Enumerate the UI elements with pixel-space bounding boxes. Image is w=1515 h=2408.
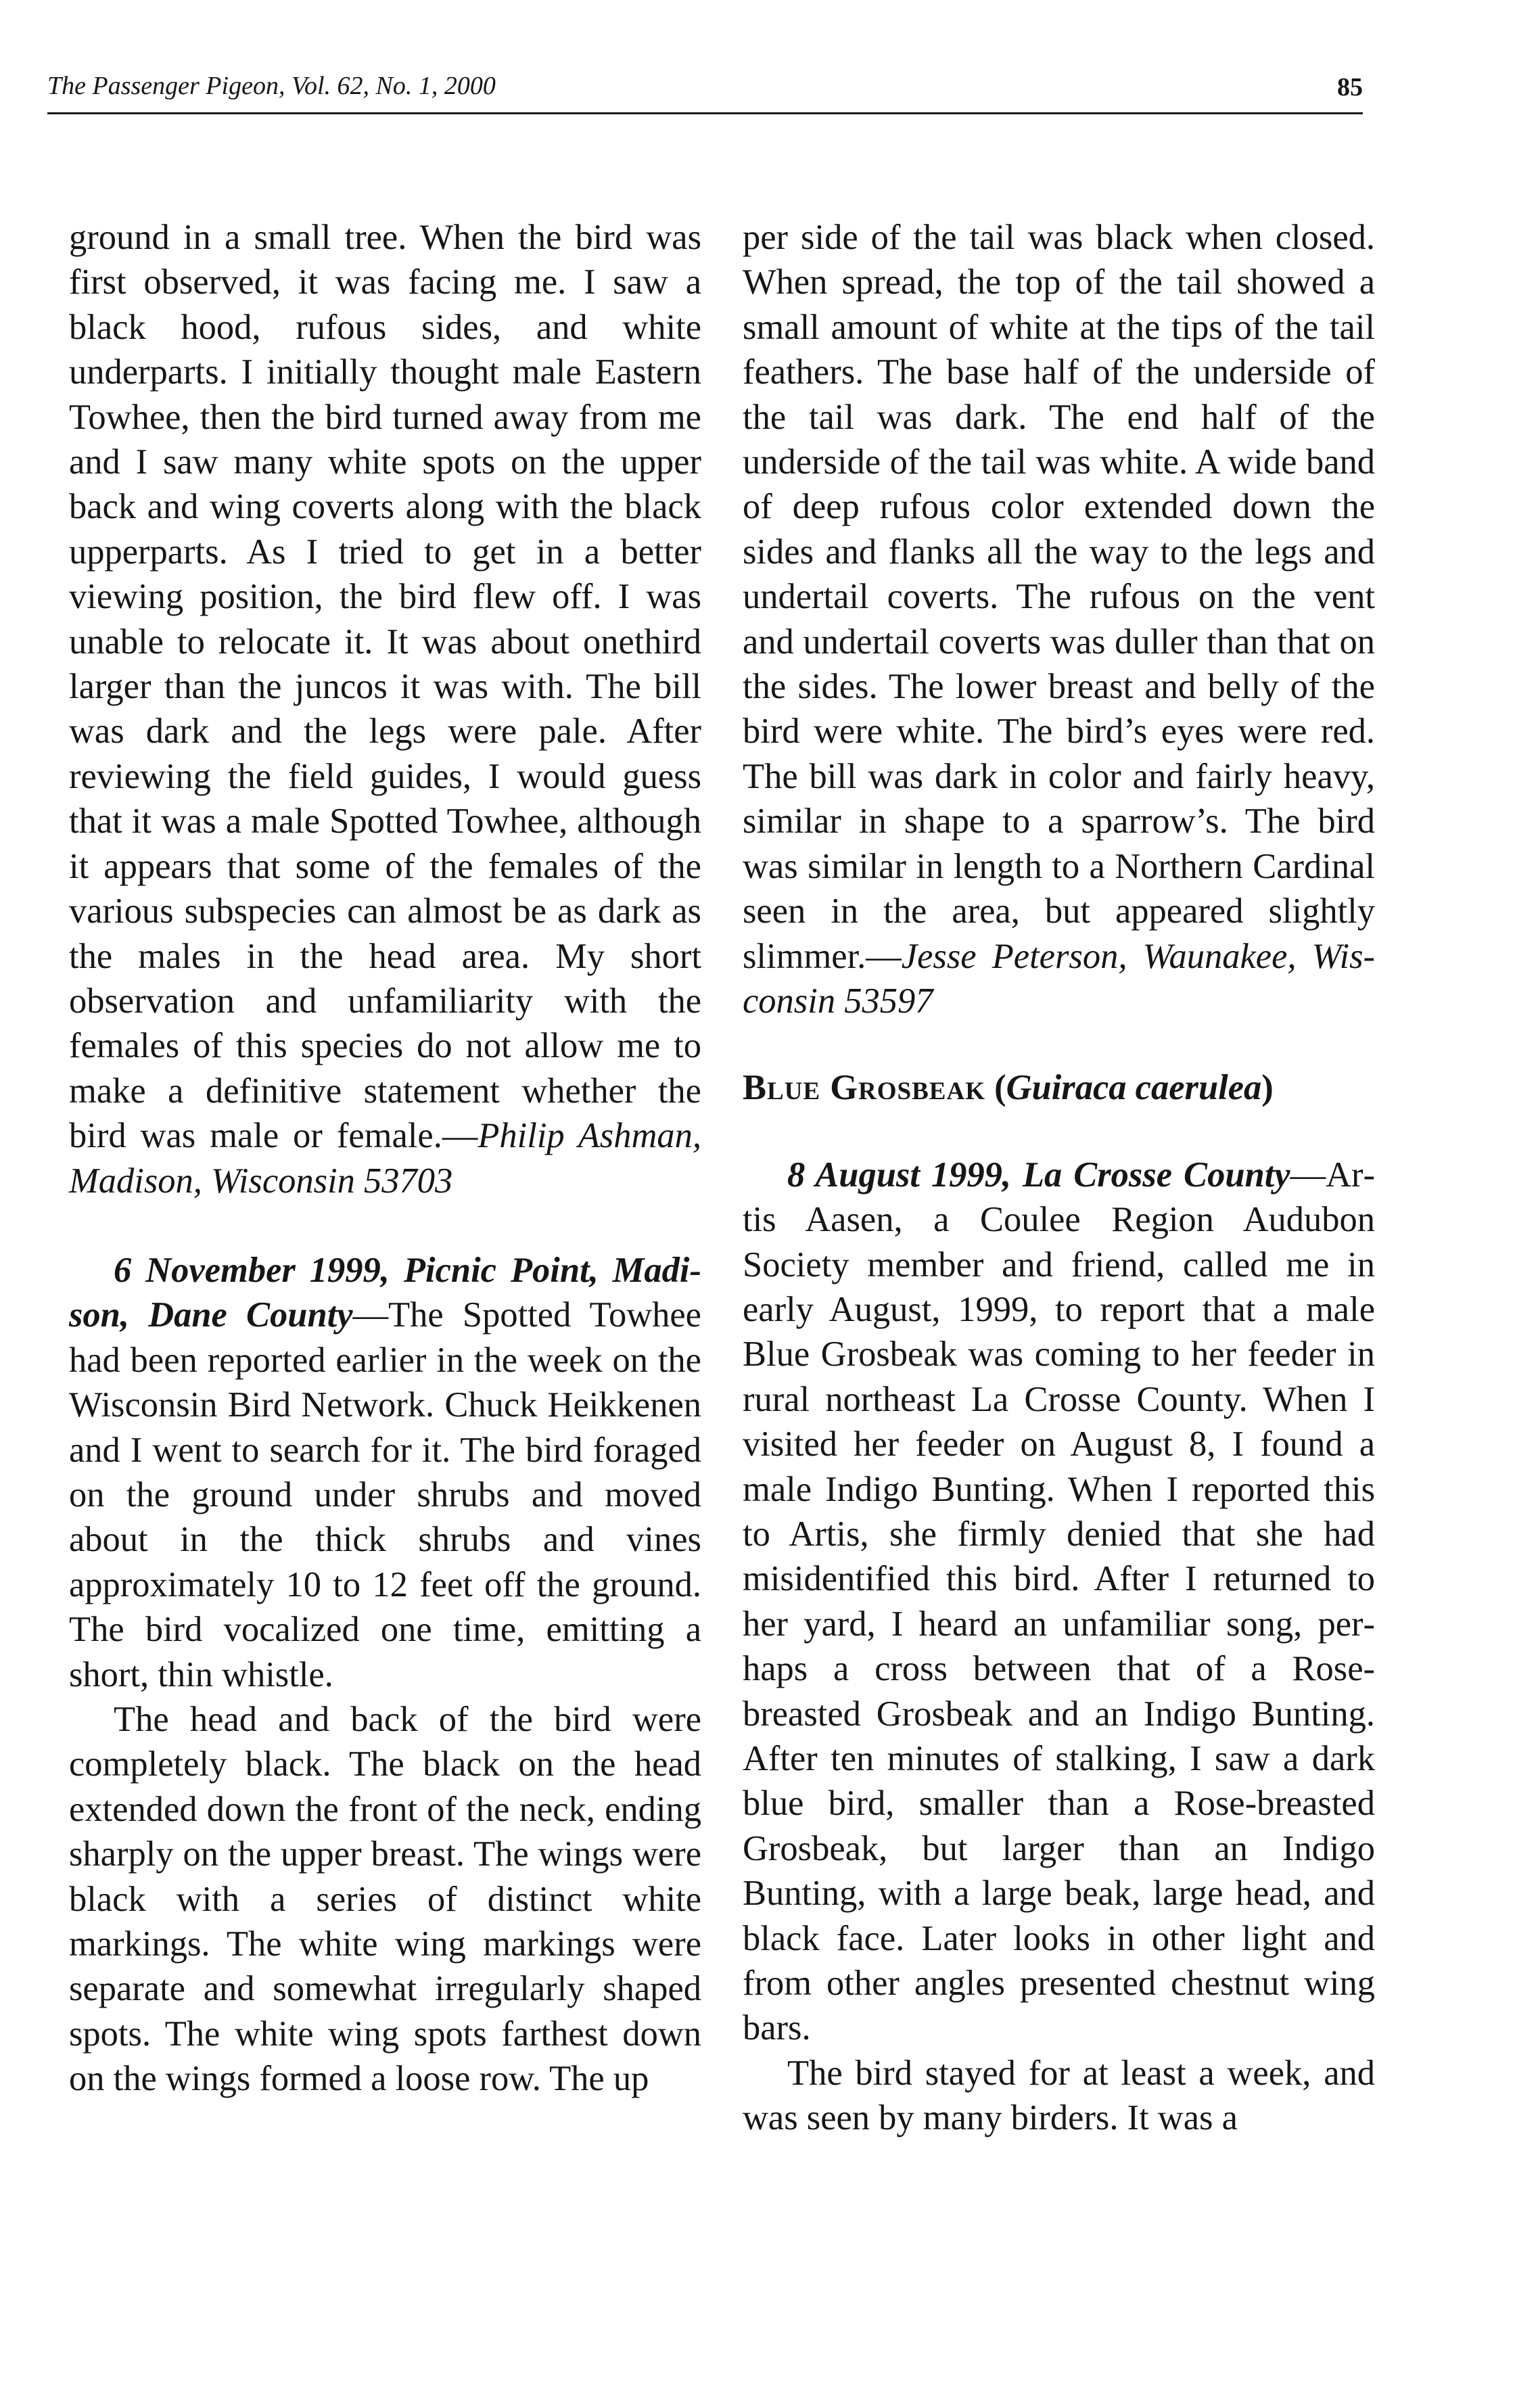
picnic-point-record-paragraph — [69, 1248, 701, 1697]
species-common-name: Blue Grosbeak — [743, 1068, 985, 1108]
peterson-signature: Jesse Peterson, Waunakee, Wisconsin 53597 — [743, 936, 1375, 1021]
page-number: 85 — [1337, 73, 1363, 101]
grosbeak-stay-paragraph — [743, 2051, 1375, 2141]
ashman-account-paragraph — [69, 215, 701, 1203]
la-crosse-record-text: —Artis Aasen, a Coulee Region Audubon Society member and friend, called me in early August, 1999, to report that a male Blue Grosbeak was coming to her feeder in rural northeast La Crosse County. When I visited her feeder on August 8, I found a male Indigo Bunting. When I reported this to Artis, she firmly denied that she had misidentified this bird. After I returned to her yard, I heard an unfamiliar song, perhaps a cross between that of a Rose-breasted Grosbeak and an Indigo Bunting. After ten minutes of stalking, I saw a dark blue bird, smaller than a Rose-breasted Grosbeak, but larger than an Indigo Bunting, with a large beak, large head, and black face. Later looks in other light and from other angles presented chestnut wing bars. — [743, 1155, 1375, 2048]
peterson-account-text: per side of the tail was black when closed. When spread, the top of the tail showed a small amount of white at the tips of the tail feathers. The base half of the underside of the tail was dark. The end half of the underside of the tail was white. A wide band of deep rufous color extended down the sides and flanks all the way to the legs and undertail coverts. The rufous on the vent and undertail coverts was duller than that on the sides. The lower breast and belly of the bird were white. The bird’s eyes were red. The bill was dark in color and fairly heavy, similar in shape to a sparrow’s. The bird was similar in length to a Northern Cardinal seen in the area, but appeared slightly slimmer.— — [743, 218, 1375, 976]
paragraph-spacer — [69, 1203, 701, 1248]
species-heading: Blue Grosbeak (Guiraca caerulea) — [743, 1068, 1274, 1108]
picnic-point-date-location: 6 November 1999, Picnic Point, Madison, Dane County — [69, 1250, 701, 1335]
running-head: The Passenger Pigeon, Vol. 62, No. 1, 2000 — [47, 72, 496, 100]
left-column — [69, 215, 701, 2102]
species-scientific-name: Guiraca caerulea — [1006, 1068, 1262, 1108]
towhee-description-text: The head and back of the bird were completely black. The black on the head extended down the front of the neck, ending sharply on the upper breast. The wings were black with a series of distinct white markings. The white wing markings were separate and somewhat irregularly shaped spots. The white wing spots farthest down on the wings formed a loose row. The up — [69, 1700, 701, 2099]
picnic-point-record-text: —The Spotted Towhee had been reported earlier in the week on the Wisconsin Bird Network. Chuck Heikkenen and I went to search for it. The bird foraged on the ground under shrubs and moved about in the thick shrubs and vines approximately 10 to 12 feet off the ground. The bird vocalized one time, emitting a short, thin whistle. — [69, 1295, 701, 1694]
page-header — [47, 68, 1363, 114]
ashman-account-text: ground in a small tree. When the bird was first observed, it was facing me. I saw a black hood, rufous sides, and white underparts. I initially thought male Eastern Towhee, then the bird turned away from me and I saw many white spots on the upper back and wing coverts along with the black upperparts. As I tried to get in a better viewing position, the bird flew off. I was unable to relocate it. It was about onethird larger than the juncos it was with. The bill was dark and the legs were pale. After reviewing the field guides, I would guess that it was a male Spotted Towhee, although it appears that some of the females of the various subspecies can almost be as dark as the males in the head area. My short observation and unfamiliarity with the females of this species do not allow me to make a definitive statement whether the bird was male or female.— — [69, 218, 701, 1156]
la-crosse-date-location: 8 August 1999, La Crosse County — [787, 1155, 1290, 1195]
la-crosse-record-paragraph — [743, 1153, 1375, 2051]
section-spacer — [743, 1023, 1375, 1065]
grosbeak-stay-text: The bird stayed for at least a week, and was seen by many birders. It was a — [743, 2053, 1375, 2138]
peterson-account-paragraph — [743, 215, 1375, 1023]
section-spacer — [743, 1111, 1375, 1153]
towhee-description-paragraph — [69, 1697, 701, 2102]
ashman-signature: Philip Ashman, Madison, Wisconsin 53703 — [69, 1116, 701, 1201]
right-column — [743, 215, 1375, 2141]
